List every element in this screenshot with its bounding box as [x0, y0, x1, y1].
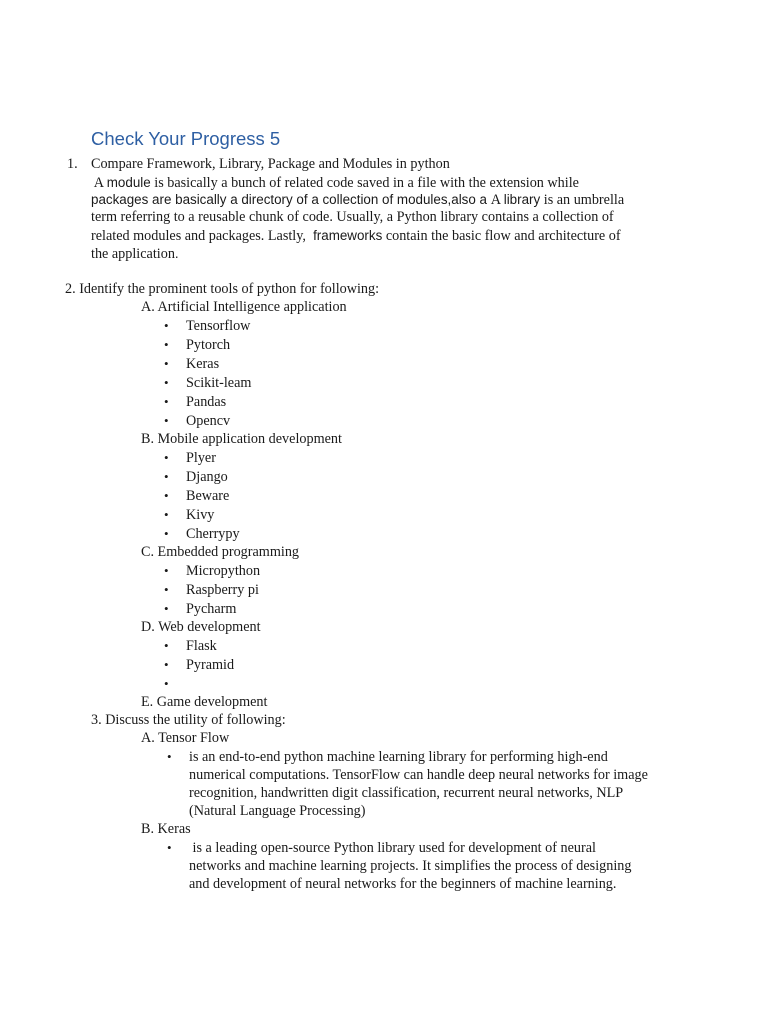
bullet-icon: • [164, 657, 169, 672]
q1-answer-line-3: term referring to a reusable chunk of code. Usually, a Python library contains a collection of [91, 209, 614, 225]
q1-answer-line-1 [91, 174, 579, 193]
q2-section-e-label: E. Game development [141, 694, 268, 710]
list-item: Keras [186, 356, 220, 372]
q2-section-a-label: A. Artificial Intelligence application [141, 299, 347, 315]
list-item: Pytorch [186, 337, 231, 353]
list-item: Plyer [186, 450, 216, 466]
q3-title: 3. Discuss the utility of following: [91, 712, 286, 728]
term-library: library [503, 192, 541, 207]
list-item: Pyramid [186, 657, 235, 673]
bullet-icon: • [167, 840, 172, 855]
term-frameworks: frameworks [313, 228, 383, 243]
list-item: Flask [186, 638, 217, 654]
list-item: Scikit-leam [186, 375, 252, 391]
text-run: is an umbrella [540, 192, 625, 208]
q1-title: Compare Framework, Library, Package and Modules in python [91, 156, 450, 172]
bullet-icon: • [164, 394, 169, 409]
q1-answer-line-4 [91, 227, 621, 246]
q3-b-line-1: is a leading open-source Python library used for development of neural [189, 840, 596, 856]
text-run: A [490, 192, 504, 208]
bullet-icon: • [164, 638, 169, 653]
bullet-icon: • [164, 676, 169, 691]
q3-b-line-2: networks and machine learning projects. It simplifies the process of designing [189, 858, 632, 874]
list-item: Tensorflow [186, 318, 251, 334]
bullet-icon: • [164, 318, 169, 333]
text-run: . [174, 246, 179, 261]
text-run: are basically a directory of a collection of modules,also a [148, 192, 491, 207]
term-module: module [106, 175, 151, 190]
list-item: Django [186, 469, 228, 485]
bullet-icon: • [164, 375, 169, 390]
list-item: Pandas [186, 394, 227, 410]
bullet-icon: • [164, 582, 169, 597]
q1-number: 1. [67, 156, 78, 172]
text-run: the application [91, 246, 175, 262]
bullet-icon: • [164, 337, 169, 352]
list-item: Raspberry pi [186, 582, 259, 598]
q1-answer-line-2 [91, 191, 624, 210]
bullet-icon: • [167, 749, 172, 764]
bullet-icon: • [164, 563, 169, 578]
q3-section-a-label: A. Tensor Flow [141, 730, 230, 746]
term-packages: packages [91, 192, 149, 207]
bullet-icon: • [164, 507, 169, 522]
q3-a-line-4: (Natural Language Processing) [189, 803, 366, 819]
bullet-icon: • [164, 526, 169, 541]
q2-section-c-label: C. Embedded programming [141, 544, 300, 560]
bullet-icon: • [164, 356, 169, 371]
q2-section-b-label: B. Mobile application development [141, 431, 342, 447]
bullet-icon: • [164, 601, 169, 616]
text-run: A [91, 175, 107, 191]
list-item: Opencv [186, 413, 231, 429]
q2-section-d-label: D. Web development [141, 619, 261, 635]
q3-a-line-3: recognition, handwritten digit classification, recurrent neural networks, NLP [189, 785, 624, 801]
bullet-icon: • [164, 413, 169, 428]
bullet-icon: • [164, 488, 169, 503]
list-item: Micropython [186, 563, 261, 579]
bullet-icon: • [164, 450, 169, 465]
q2-title: 2. Identify the prominent tools of python for following: [65, 281, 380, 297]
text-run: contain the basic flow and architecture of [382, 228, 621, 244]
text-run: is basically a bunch of related code saved in a file with the extension while [150, 175, 579, 191]
q3-a-line-2: numerical computations. TensorFlow can handle deep neural networks for image [189, 767, 648, 783]
q3-a-line-1: is an end-to-end python machine learning library for performing high-end [189, 749, 608, 765]
q1-answer-line-5 [91, 245, 179, 264]
q3-section-b-label: B. Keras [141, 821, 191, 837]
q3-b-line-3: and development of neural networks for the beginners of machine learning. [189, 876, 617, 892]
page-title: Check Your Progress 5 [91, 128, 281, 149]
text-run: related modules and packages. Lastly, [91, 228, 314, 244]
list-item: Pycharm [186, 601, 237, 617]
list-item: Cherrypy [186, 526, 240, 542]
list-item: Beware [186, 488, 230, 504]
bullet-icon: • [164, 469, 169, 484]
list-item: Kivy [186, 507, 215, 523]
